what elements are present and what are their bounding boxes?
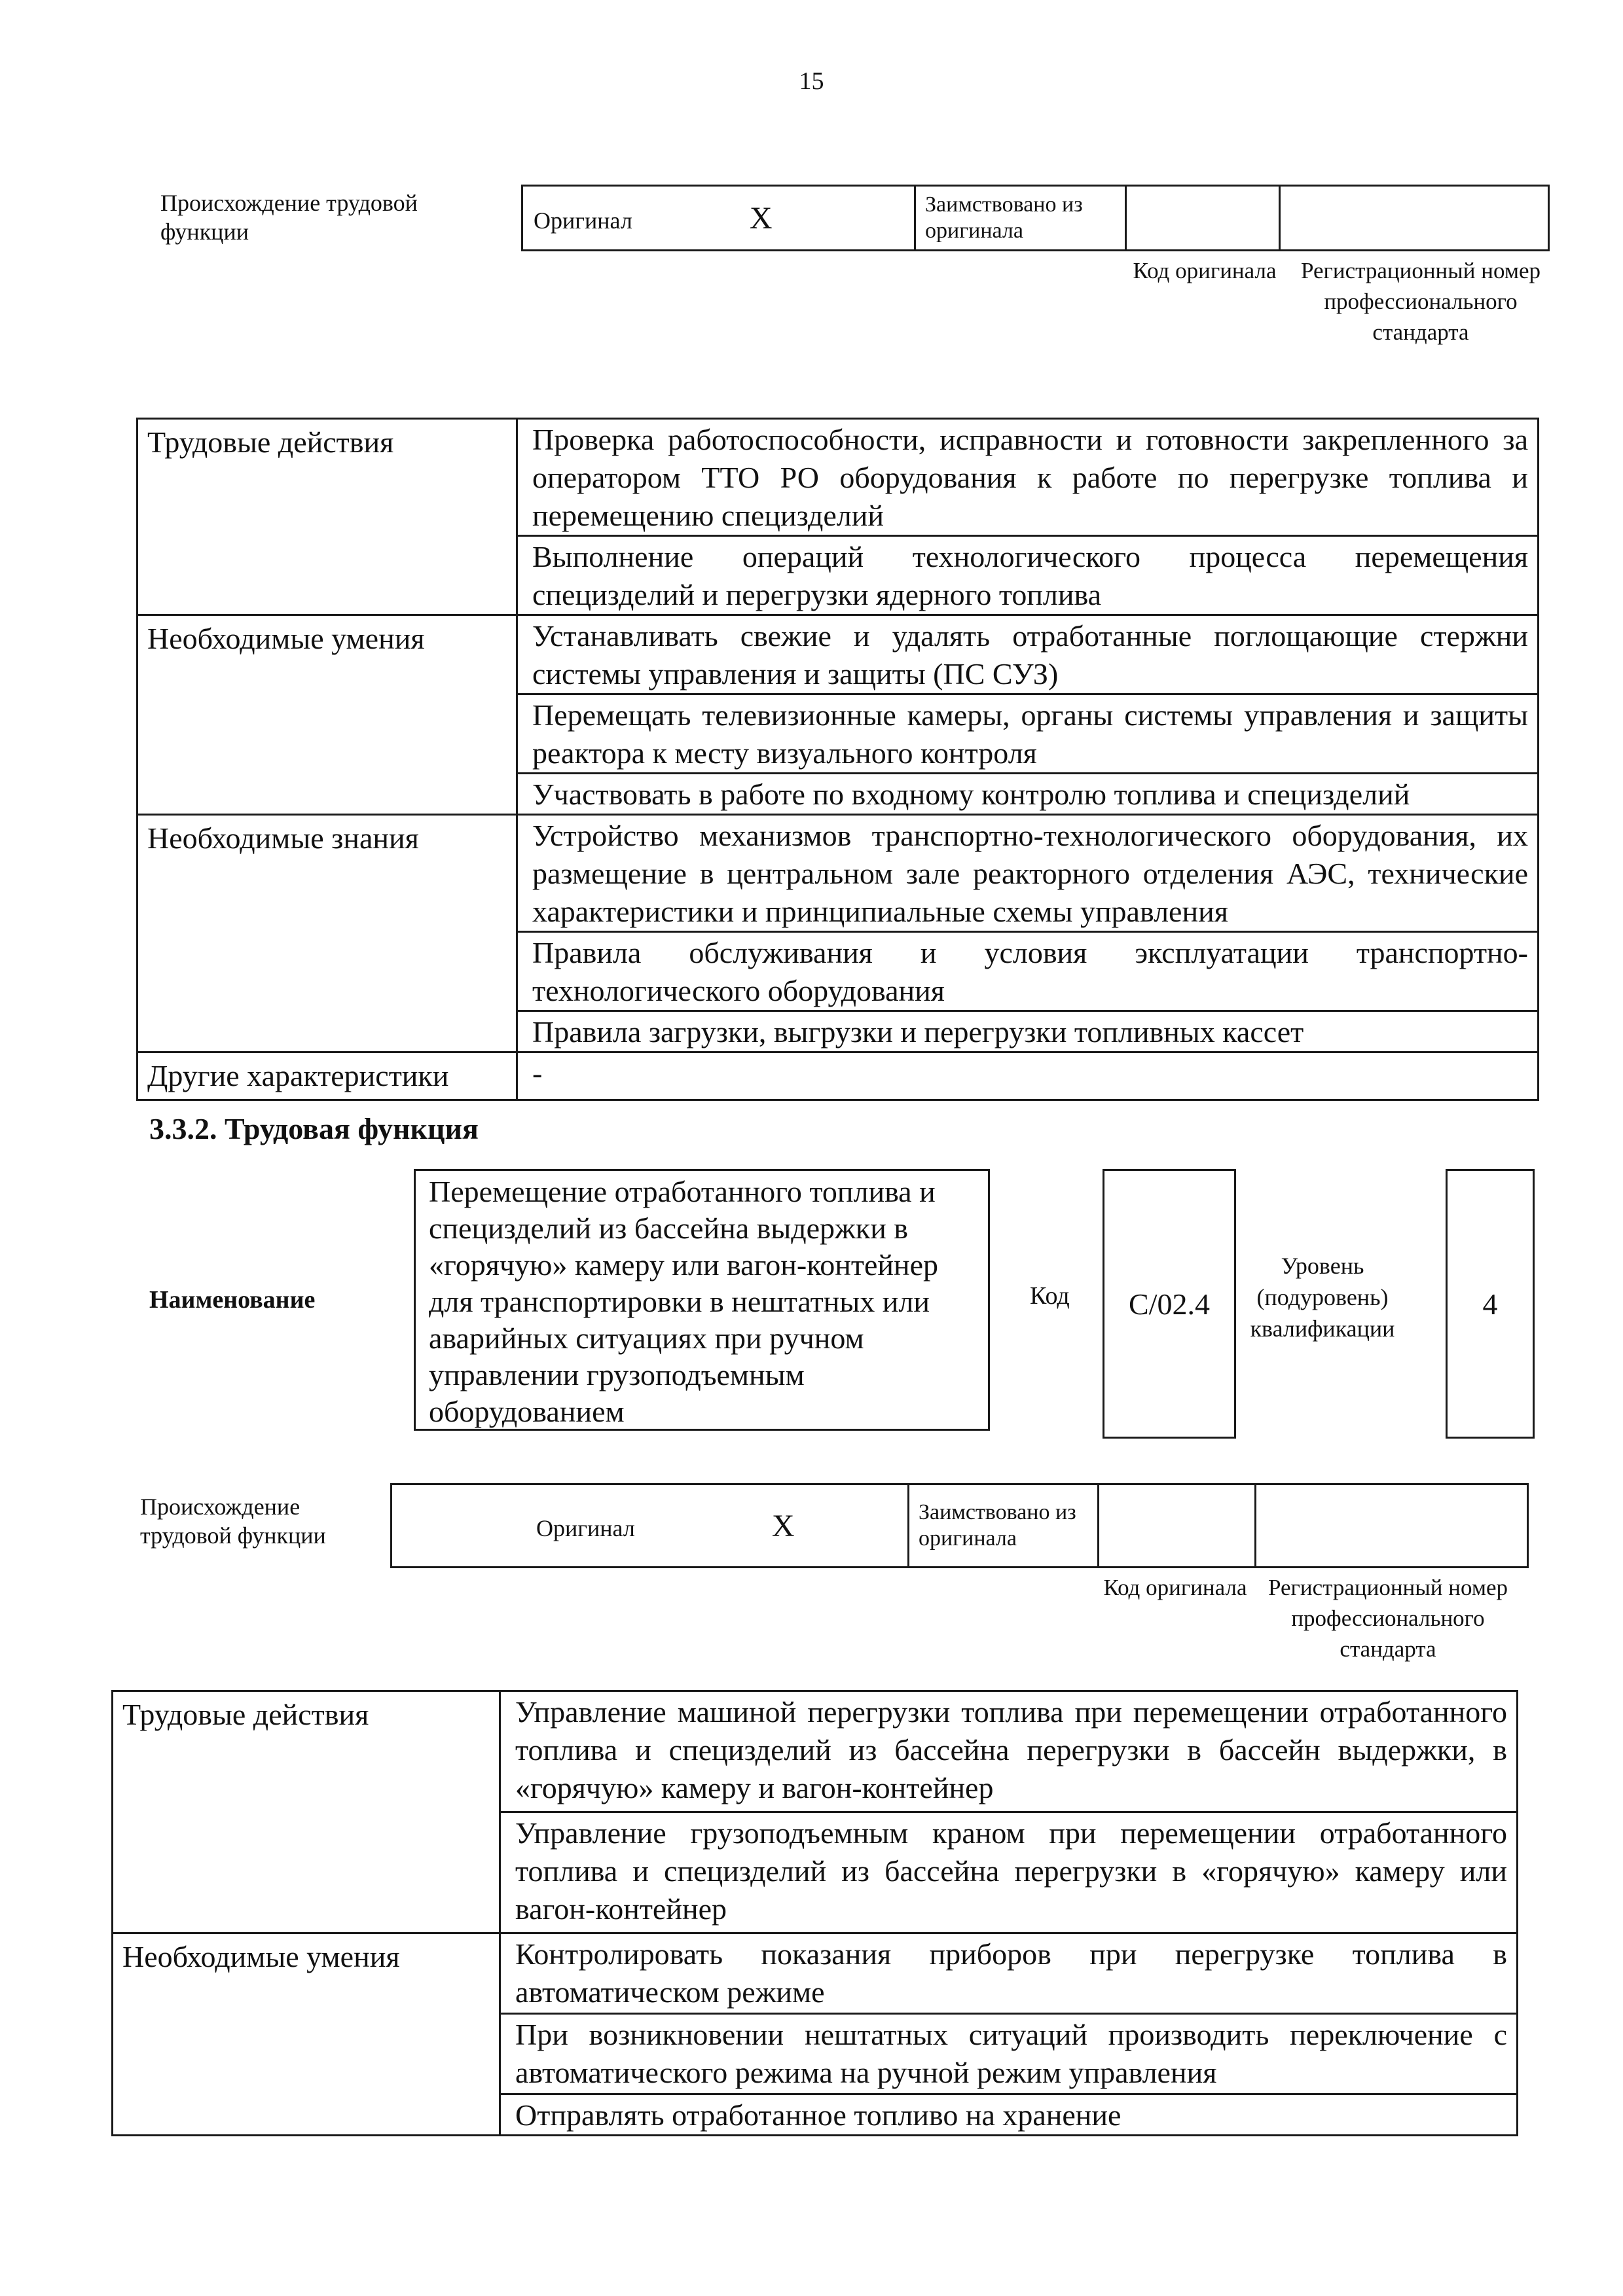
origin-original-label: Оригинал [534,207,632,234]
caption-original-code: Код оригинала [1103,1575,1247,1600]
page-number: 15 [799,67,824,95]
origin-table [521,185,1550,251]
function-code-box: C/02.4 [1103,1169,1236,1439]
row-label-labor-actions: Трудовые действия [113,1691,500,1933]
name-label: Наименование [149,1286,316,1314]
row-label-required-skills: Необходимые умения [137,615,517,815]
qualification-level-label: Уровень (подуровень) квалификации [1250,1253,1395,1342]
caption-registration-number: Регистрационный номер профессионального стандарта [1300,258,1541,345]
table-cell: Управление машиной перегрузки топлива при перемещении отработанного топлива и специзделий из бассейна перегрузки в бассейн выдержки, в «горячую» камеру и вагон-контейнер [500,1691,1518,1812]
row-label-required-skills: Необходимые умения [113,1933,500,2136]
table-row [113,1691,1518,1812]
table-cell: Правила обслуживания и условия эксплуатации транспортно-технологического оборудования [517,932,1539,1011]
table-cell: Выполнение операций технологического процесса перемещения специзделий и перегрузки ядерного топлива [517,536,1539,615]
table-row [137,615,1539,694]
table-cell: Перемещать телевизионные камеры, органы системы управления и защиты реактора к месту визуального контроля [517,694,1539,774]
table-row [113,1933,1518,2014]
table-cell: Устанавливать свежие и удалять отработанные поглощающие стержни системы управления и защиты (ПС СУЗ) [517,615,1539,694]
table-row [137,419,1539,536]
origin-table [390,1483,1529,1568]
table-row [137,1052,1539,1100]
origin-borrowed-label: Заимствовано из оригинала [915,186,1126,251]
table-cell: Правила загрузки, выгрузки и перегрузки топливных кассет [517,1011,1539,1052]
table-cell: Проверка работоспособности, исправности и готовности закрепленного за оператором ТТО РО оборудования к работе по перегрузке топлива и перемещению специзделий [517,419,1539,536]
table-row [137,815,1539,932]
caption-registration-number: Регистрационный номер профессионального стандарта [1267,1575,1508,1662]
labor-function-table-1 [136,418,1539,1101]
table-cell: Устройство механизмов транспортно-технологического оборудования, их размещение в центральном зале реакторного отделения АЭС, технические характеристики и принципиальные схемы управления [517,815,1539,932]
code-label: Код [1030,1282,1070,1310]
table-cell: Участвовать в работе по входному контролю топлива и специзделий [517,774,1539,815]
table-cell: Управление грузоподъемным краном при перемещении отработанного топлива и специзделий из бассейна перегрузки в «горячую» камеру или вагон-контейнер [500,1812,1518,1933]
origin-original-mark: X [749,200,773,236]
row-label-labor-actions: Трудовые действия [137,419,517,615]
origin-original-mark: X [771,1508,795,1543]
row-label-other-characteristics: Другие характеристики [137,1052,517,1100]
origin-label: Происхождение трудовой функции [160,190,418,245]
qualification-level-box: 4 [1446,1169,1535,1439]
origin-original-cell [392,1484,909,1568]
labor-function-table-2 [111,1690,1518,2136]
origin-original-label: Оригинал [536,1515,635,1541]
origin-reg-cell [1280,186,1549,251]
table-cell: Отправлять отработанное топливо на хранение [500,2094,1518,2136]
row-label-required-knowledge: Необходимые знания [137,815,517,1052]
origin-original-cell [522,186,915,251]
table-cell: - [517,1052,1539,1100]
caption-original-code: Код оригинала [1133,258,1277,283]
origin-label: Происхождение трудовой функции [140,1494,326,1549]
origin-reg-cell [1256,1484,1528,1568]
function-name-box: Перемещение отработанного топлива и специзделий из бассейна выдержки в «горячую» камеру или вагон-контейнер для транспортировки в нештатных или аварийных ситуациях при ручном управлении грузоподъемным оборудованием [414,1169,990,1431]
table-cell: При возникновении нештатных ситуаций производить переключение с автоматического режима на ручной режим управления [500,2014,1518,2094]
section-heading: 3.3.2. Трудовая функция [149,1112,479,1145]
table-cell: Контролировать показания приборов при перегрузке топлива в автоматическом режиме [500,1933,1518,2014]
origin-borrowed-label: Заимствовано из оригинала [909,1484,1099,1568]
origin-code-cell [1099,1484,1256,1568]
origin-code-cell [1126,186,1280,251]
